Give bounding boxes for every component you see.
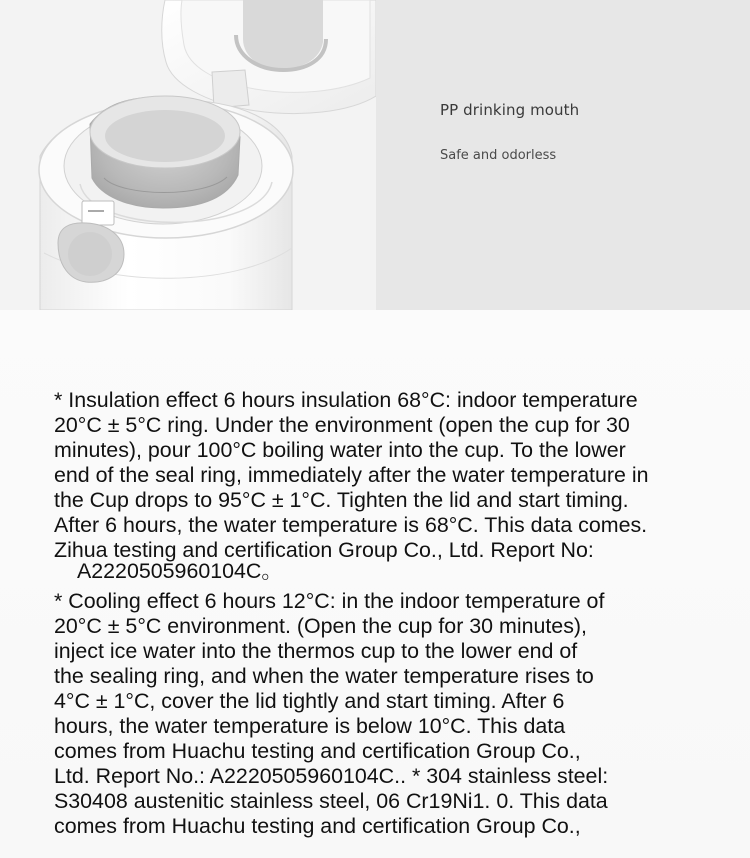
specification-notes [0, 310, 750, 858]
feature-subtitle: Safe and odorless [440, 148, 557, 163]
product-feature-banner [0, 0, 750, 310]
feature-description-panel [376, 0, 750, 310]
pp-drinking-mouth [90, 96, 240, 208]
thermos-cup-illustration [0, 0, 376, 310]
insulation-note: * Insulation effect 6 hours insulation 68°C: indoor temperature 20°C ± 5°C ring. Under the environment (open the cup for 30 minutes), pour 100°C boiling water into the cup. To the lower end of the seal ring, immediately after the water temperature in the Cup drops to 95°C ± 1°C. Tighten the lid and start timing. After 6 hours, the water temperature is 68°C. This data comes. Zihua testing and certification Group Co., Ltd. Report No: [54, 388, 649, 562]
feature-title: PP drinking mouth [440, 101, 580, 119]
product-image [0, 0, 376, 310]
report-number: A2220505960104C。 [77, 559, 283, 583]
cooling-and-material-note: * Cooling effect 6 hours 12°C: in the indoor temperature of 20°C ± 5°C environment. (Open the cup for 30 minutes), inject ice water into the thermos cup to the lower end of the sealing ring, and when the water temperature rises to 4°C ± 1°C, cover the lid tightly and start timing. After 6 hours, the water temperature is below 10°C. This data comes from Huachu testing and certification Group Co., Ltd. Report No.: A2220505960104C.. * 304 stainless steel: S30408 austenitic stainless steel, 06 Cr19Ni1. 0. This data comes from Huachu testing and certification Group Co., [54, 589, 609, 838]
